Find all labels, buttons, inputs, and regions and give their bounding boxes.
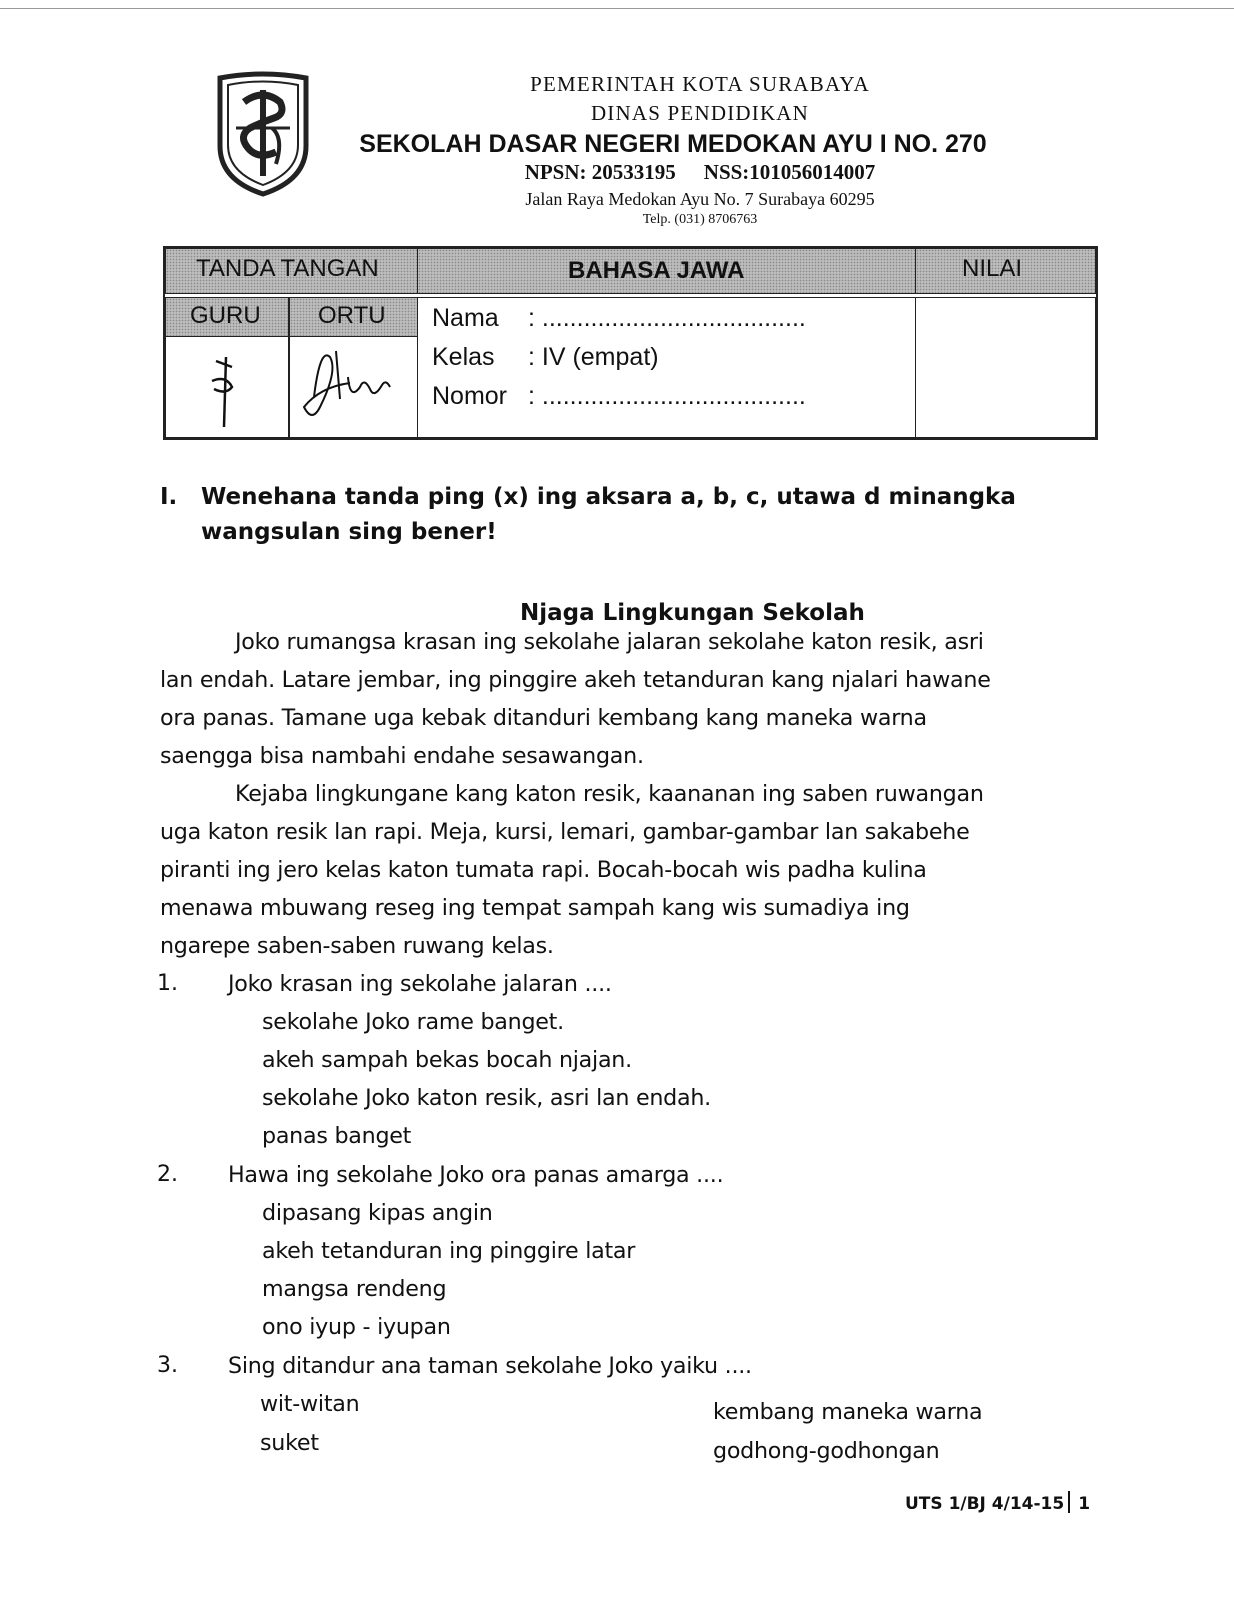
name-field[interactable]: : ...................................... xyxy=(528,304,806,332)
question-3-number: 3. xyxy=(157,1353,178,1378)
reading-line: saengga bisa nambahi endahe sesawangan. xyxy=(160,743,644,769)
exam-code: UTS 1/BJ 4/14-15 xyxy=(905,1494,1065,1514)
reading-line: piranti ing jero kelas katon tumata rapi. Bocah-bocah wis padha kulina xyxy=(160,857,927,883)
question-1-option-c[interactable]: sekolahe Joko katon resik, asri lan endah. xyxy=(262,1085,711,1111)
surabaya-emblem-logo xyxy=(214,68,312,198)
score-label: NILAI xyxy=(962,255,1023,282)
teacher-signature-cell xyxy=(165,336,289,438)
question-3-option-a[interactable]: wit-witan xyxy=(260,1391,360,1417)
parent-signature-cell xyxy=(289,336,418,438)
identity-table xyxy=(163,246,1098,440)
header-address: Jalan Raya Medokan Ayu No. 7 Surabaya 60295 xyxy=(525,189,875,209)
parent-label: ORTU xyxy=(318,302,386,329)
question-1-option-b[interactable]: akeh sampah bekas bocah njajan. xyxy=(262,1047,632,1073)
class-label: Kelas xyxy=(432,343,495,371)
header-registration xyxy=(300,160,1100,185)
subject-header-cell xyxy=(417,248,916,294)
number-label: Nomor xyxy=(432,382,508,410)
reading-line: Kejaba lingkungane kang katon resik, kaananan ing saben ruwangan xyxy=(235,781,984,807)
class-field[interactable]: : IV (empat) xyxy=(528,343,659,371)
number-field[interactable]: : ...................................... xyxy=(528,382,806,410)
question-3-option-d[interactable]: godhong-godhongan xyxy=(713,1438,940,1464)
question-3-option-b[interactable]: suket xyxy=(260,1430,319,1456)
signature-label: TANDA TANGAN xyxy=(196,255,379,282)
question-1-option-d[interactable]: panas banget xyxy=(262,1123,412,1149)
question-1-text: Joko krasan ing sekolahe jalaran .... xyxy=(228,971,612,997)
reading-line: Joko rumangsa krasan ing sekolahe jalaran sekolahe katon resik, asri xyxy=(235,629,984,655)
instruction-number: I. xyxy=(160,484,178,510)
parent-signature-mark xyxy=(290,337,416,435)
header-phone: Telp. (031) 8706763 xyxy=(642,212,758,227)
reading-line: ngarepe saben-saben ruwang kelas. xyxy=(160,933,554,959)
signature-header-cell xyxy=(165,248,418,294)
question-2-number: 2. xyxy=(157,1162,178,1187)
name-label: Nama xyxy=(432,304,499,332)
page-number: 1 xyxy=(1078,1494,1091,1514)
question-1-number: 1. xyxy=(157,971,178,996)
question-3-option-c[interactable]: kembang maneka warna xyxy=(713,1399,983,1425)
score-value-cell xyxy=(915,297,1096,438)
header-npsn: NPSN: 20533195 xyxy=(524,160,676,184)
reading-title: Njaga Lingkungan Sekolah xyxy=(520,600,865,626)
header-department: DINAS PENDIDIKAN xyxy=(590,101,810,125)
subject-label: BAHASA JAWA xyxy=(568,257,745,284)
header-government: PEMERINTAH KOTA SURABAYA xyxy=(530,72,870,96)
question-2-option-d[interactable]: ono iyup - iyupan xyxy=(262,1314,451,1340)
reading-line: menawa mbuwang reseg ing tempat sampah kang wis sumadiya ing xyxy=(160,895,910,921)
question-2-option-c[interactable]: mangsa rendeng xyxy=(262,1276,447,1302)
student-info-cell xyxy=(417,297,916,438)
score-header-cell xyxy=(915,248,1096,294)
instruction-line-1: Wenehana tanda ping (x) ing aksara a, b, c, utawa d minangka xyxy=(201,484,1016,510)
reading-line: lan endah. Latare jembar, ing pinggire akeh tetanduran kang njalari hawane xyxy=(160,667,991,693)
page-top-border xyxy=(0,8,1234,9)
header-school-name: SEKOLAH DASAR NEGERI MEDOKAN AYU I NO. 270 xyxy=(359,130,987,158)
teacher-header-cell xyxy=(165,297,289,337)
teacher-signature-mark xyxy=(166,337,286,435)
reading-line: uga katon resik lan rapi. Meja, kursi, lemari, gambar-gambar lan sakabehe xyxy=(160,819,970,845)
reading-line: ora panas. Tamane uga kebak ditanduri kembang kang maneka warna xyxy=(160,705,927,731)
question-1-option-a[interactable]: sekolahe Joko rame banget. xyxy=(262,1009,564,1035)
question-3-text: Sing ditandur ana taman sekolahe Joko yaiku .... xyxy=(228,1353,752,1379)
footer-divider xyxy=(1068,1491,1070,1513)
parent-header-cell xyxy=(289,297,418,337)
instruction-line-2: wangsulan sing bener! xyxy=(201,519,497,545)
question-2-option-a[interactable]: dipasang kipas angin xyxy=(262,1200,493,1226)
question-2-option-b[interactable]: akeh tetanduran ing pinggire latar xyxy=(262,1238,636,1264)
teacher-label: GURU xyxy=(190,302,261,329)
page-footer xyxy=(905,1491,1090,1514)
question-2-text: Hawa ing sekolahe Joko ora panas amarga .... xyxy=(228,1162,724,1188)
header-nss: NSS:101056014007 xyxy=(703,160,876,184)
